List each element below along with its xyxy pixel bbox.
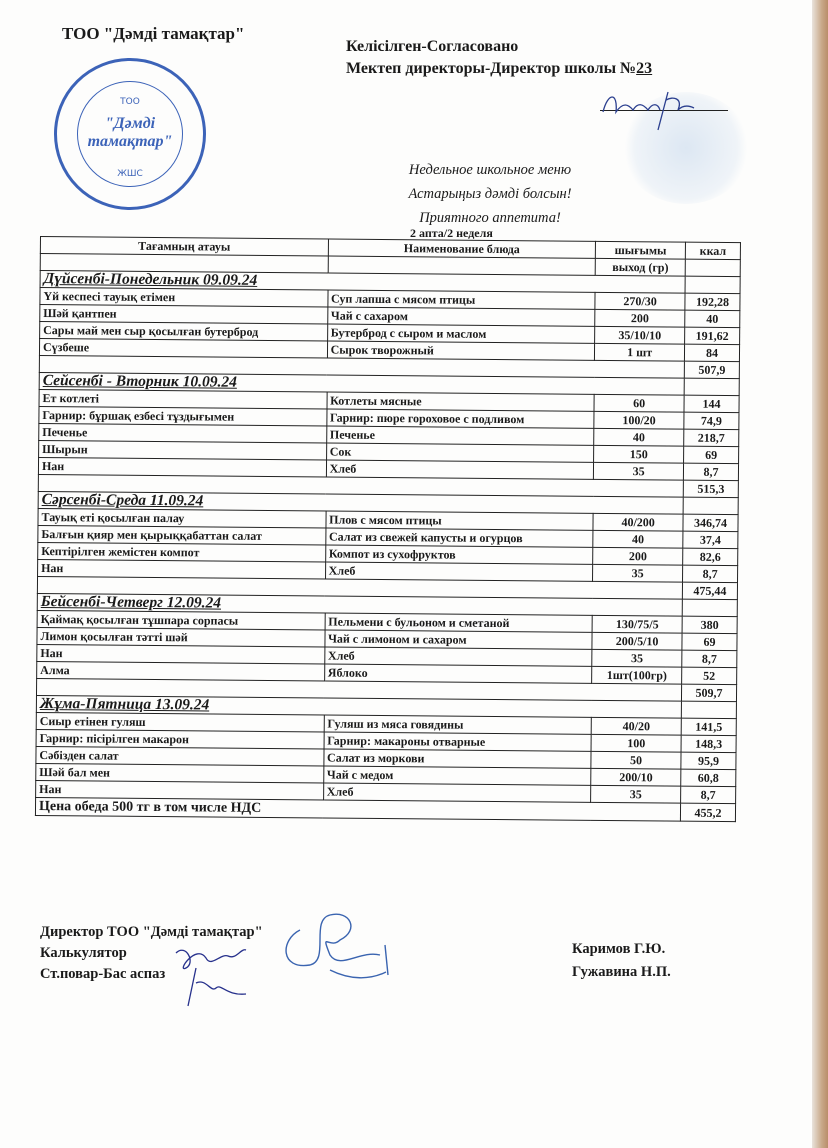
day-header-output (683, 497, 738, 514)
item-output: 40 (593, 530, 683, 548)
item-kcal: 8,7 (681, 786, 736, 803)
item-name-kz: Шәй қантпен (40, 305, 328, 325)
item-output: 200 (593, 547, 683, 565)
day-header-output (684, 378, 739, 395)
header-kcal: ккал (685, 242, 740, 259)
item-name-kz: Сары май мен сыр қосылған бутерброд (40, 322, 328, 342)
item-name-kz: Тауық еті қосылған палау (38, 508, 326, 528)
footer-names (572, 938, 671, 984)
item-output: 35 (592, 649, 682, 667)
week-label: 2 апта/2 неделя (410, 226, 493, 240)
item-name-ru: Котлеты мясные (327, 392, 595, 411)
item-name-ru: Сырок творожный (327, 341, 595, 360)
lunch-price: Цена обеда 500 тг в том числе НДС (38, 799, 262, 816)
menu-table (35, 236, 741, 822)
item-kcal: 148,3 (681, 735, 736, 752)
footer-name-chef: Гужавина Н.П. (572, 964, 671, 980)
item-name-ru: Гарнир: макароны отварные (324, 732, 592, 751)
item-name-ru: Хлеб (323, 783, 591, 802)
item-output: 35 (591, 785, 681, 803)
stamp-bottom-text: ЖШС (117, 169, 143, 179)
day-total-kcal: 507,9 (684, 361, 739, 378)
item-kcal: 192,28 (685, 293, 740, 310)
item-name-kz: Сиыр етінен гуляш (36, 712, 324, 732)
header-empty (685, 259, 740, 276)
director-signature (598, 82, 708, 132)
item-kcal: 144 (684, 395, 739, 412)
calculator-signature (270, 910, 400, 990)
day-title: Жұма-Пятница 13.09.24 (39, 695, 210, 714)
stamp-name (57, 115, 203, 151)
item-name-ru: Чай с лимоном и сахаром (325, 630, 593, 649)
director-label: Мектеп директоры-Директор школы № (346, 60, 637, 77)
day-header-output (681, 701, 736, 718)
item-name-kz: Лимон қосылған тәтті шәй (37, 627, 325, 647)
item-name-kz: Алма (37, 661, 325, 681)
footer-name-director: Каримов Г.Ю. (572, 941, 666, 957)
day-title: Сәрсенбі-Среда 11.09.24 (41, 491, 204, 510)
item-kcal: 40 (685, 310, 740, 327)
item-name-kz: Балғын қияр мен қырыққабаттан салат (38, 525, 326, 545)
item-name-ru: Чай с сахаром (327, 307, 595, 326)
item-kcal: 346,74 (683, 514, 738, 531)
item-output: 130/75/5 (592, 615, 682, 633)
item-name-kz: Гарнир: бұршақ езбесі тұздығымен (39, 406, 327, 426)
item-name-ru: Плов с мясом птицы (326, 511, 594, 530)
item-output: 200/5/10 (592, 632, 682, 650)
item-output: 35 (594, 462, 684, 480)
header-name-ru: Наименование блюда (328, 239, 596, 258)
item-kcal: 74,9 (684, 412, 739, 429)
chef-signature (166, 938, 256, 1008)
item-name-kz: Нан (37, 644, 325, 664)
item-kcal: 52 (682, 667, 737, 684)
school-number: 23 (636, 60, 653, 77)
item-kcal: 191,62 (685, 327, 740, 344)
item-name-kz: Нан (36, 780, 324, 800)
item-name-ru: Печенье (326, 426, 594, 445)
item-name-kz: Нан (38, 457, 326, 477)
item-kcal: 69 (684, 446, 739, 463)
day-header-output (682, 599, 737, 616)
company-name: ТОО "Дәмді тамақтар" (62, 24, 245, 43)
day-title: Сейсенбі - Вторник 10.09.24 (42, 372, 237, 391)
item-name-ru: Сок (326, 443, 594, 462)
approved-label: Келісілген-Согласовано (346, 38, 519, 55)
item-name-ru: Салат из свежей капусты и огурцов (325, 528, 593, 547)
item-name-ru: Компот из сухофруктов (325, 545, 593, 564)
item-output: 40/200 (593, 513, 683, 531)
item-name-kz: Кептірілген жемістен компот (38, 542, 326, 562)
day-title: Дүйсенбі-Понедельник 09.09.24 (43, 270, 258, 289)
footer-chef: Ст.повар-Бас аспаз (40, 966, 166, 982)
day-total-kcal: 515,3 (683, 480, 738, 497)
item-output: 150 (594, 445, 684, 463)
item-kcal: 82,6 (683, 548, 738, 565)
footer-calculator: Калькулятор (40, 945, 127, 961)
item-output: 100 (591, 734, 681, 752)
item-name-ru: Пельмени с бульоном и сметаной (325, 613, 593, 632)
item-kcal: 218,7 (684, 429, 739, 446)
item-name-ru: Бутерброд с сыром и маслом (327, 324, 595, 343)
item-kcal: 8,7 (683, 463, 738, 480)
item-name-ru: Суп лапша с мясом птицы (328, 290, 596, 309)
stamp-name-line2: тамақтар" (87, 133, 173, 150)
approval-block (346, 36, 652, 80)
item-name-kz: Сәбізден салат (36, 746, 324, 766)
item-output: 1 шт (595, 343, 685, 361)
item-output: 270/30 (595, 292, 685, 310)
item-output: 35 (593, 564, 683, 582)
header-output-ru: выход (гр) (595, 258, 685, 276)
day-total-kcal: 509,7 (682, 684, 737, 701)
day-total-kcal: 475,44 (682, 582, 737, 599)
item-name-kz: Гарнир: пісірілген макарон (36, 729, 324, 749)
item-kcal: 37,4 (683, 531, 738, 548)
director-line (346, 58, 652, 80)
title-weekly-menu: Недельное школьное меню (408, 162, 572, 178)
item-name-ru: Гуляш из мяса говядины (324, 715, 592, 734)
header-output-kz: шығымы (596, 241, 686, 259)
day-header-output (685, 276, 740, 293)
menu-titles (380, 158, 600, 230)
item-kcal: 69 (682, 633, 737, 650)
item-kcal: 380 (682, 616, 737, 633)
item-name-kz: Шәй бал мен (36, 763, 324, 783)
item-kcal: 84 (685, 344, 740, 361)
footer-director: Директор ТОО "Дәмді тамақтар" (40, 924, 263, 940)
item-name-kz: Үй кеспесі тауық етімен (40, 288, 328, 308)
title-bon-appetit-kz: Астарыңыз дәмді болсын! (408, 186, 572, 202)
item-name-ru: Хлеб (324, 647, 592, 666)
item-kcal: 141,5 (681, 718, 736, 735)
item-kcal: 8,7 (682, 650, 737, 667)
item-name-kz: Печенье (39, 423, 327, 443)
item-name-kz: Қаймақ қосылған тұшпара сорпасы (37, 610, 325, 630)
item-name-kz: Нан (38, 559, 326, 579)
item-name-kz: Сүзбеше (39, 339, 327, 359)
item-name-ru: Хлеб (326, 460, 594, 479)
paper-edge (812, 0, 828, 1148)
company-stamp (54, 58, 206, 210)
item-name-ru: Салат из моркови (324, 749, 592, 768)
item-output: 100/20 (594, 411, 684, 429)
item-name-kz: Ет котлеті (39, 389, 327, 409)
item-kcal: 95,9 (681, 752, 736, 769)
item-output: 50 (591, 751, 681, 769)
item-kcal: 60,8 (681, 769, 736, 786)
day-total-kcal: 455,2 (680, 803, 735, 821)
item-output: 40 (594, 428, 684, 446)
item-name-ru: Хлеб (325, 562, 593, 581)
stamp-name-line1: "Дәмді (104, 115, 156, 132)
item-output: 35/10/10 (595, 326, 685, 344)
item-name-kz: Шырын (39, 440, 327, 460)
item-output: 1шт(100гр) (592, 666, 682, 684)
item-output: 200/10 (591, 768, 681, 786)
day-title: Бейсенбі-Четверг 12.09.24 (40, 593, 222, 612)
header-name-kz: Тағамның атауы (40, 237, 328, 257)
item-output: 60 (594, 394, 684, 412)
item-output: 40/20 (591, 717, 681, 735)
item-name-ru: Гарнир: пюре гороховое с подливом (326, 409, 594, 428)
item-kcal: 8,7 (683, 565, 738, 582)
title-bon-appetit-ru: Приятного аппетита! (419, 210, 561, 226)
item-output: 200 (595, 309, 685, 327)
item-name-ru: Чай с медом (323, 766, 591, 785)
stamp-top-text: ТОО (120, 97, 140, 107)
item-name-ru: Яблоко (324, 664, 592, 683)
